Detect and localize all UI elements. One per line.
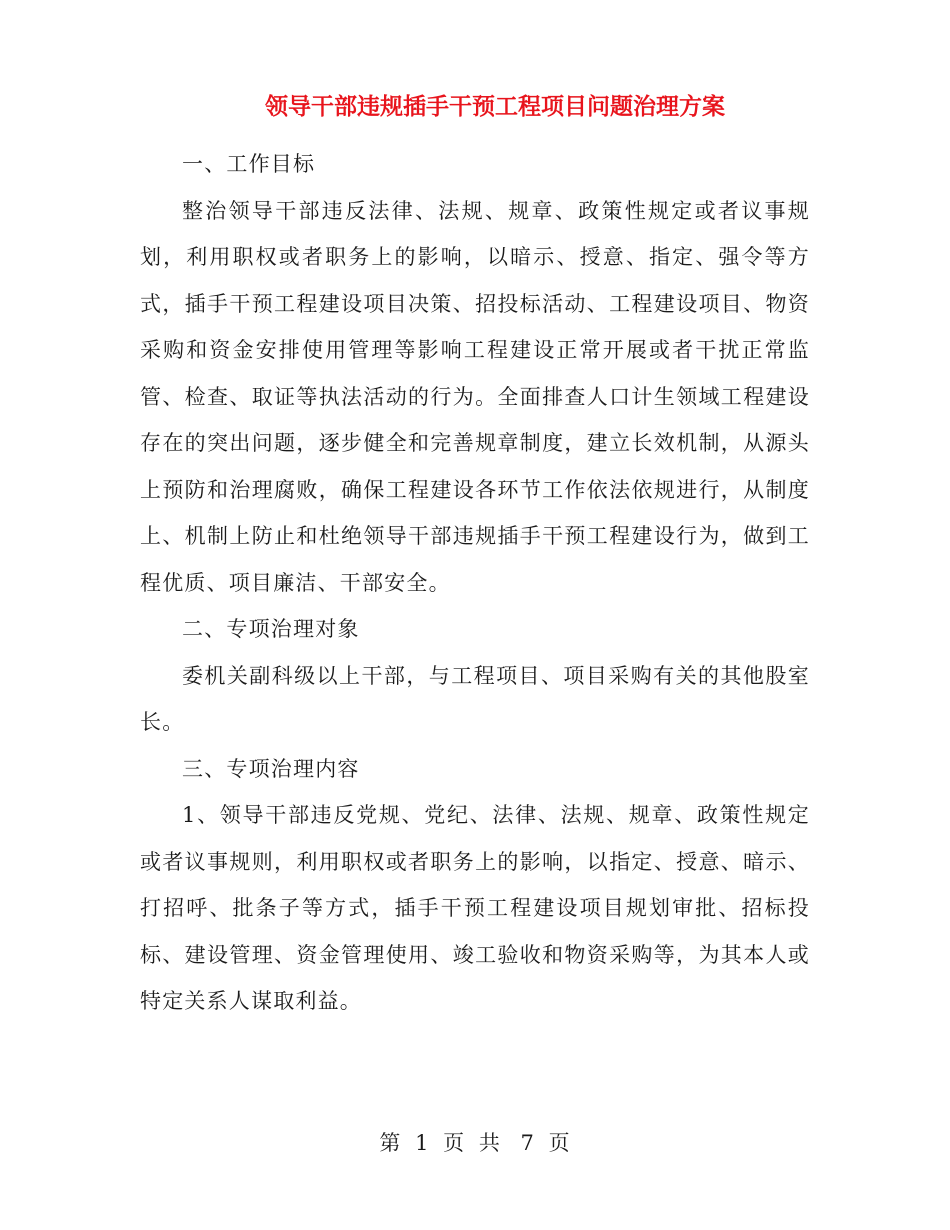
document-title: 领导干部违规插手干预工程项目问题治理方案: [265, 93, 725, 120]
section-heading-targets: 二、专项治理对象: [182, 617, 360, 641]
section-heading-goals: 一、工作目标: [182, 152, 316, 176]
footer-total-pages: 7: [520, 1131, 535, 1155]
footer-prefix: 第: [379, 1131, 402, 1155]
footer-total-unit: 页: [548, 1131, 571, 1155]
page-footer: [0, 1128, 950, 1158]
footer-page-number: 1: [415, 1131, 430, 1155]
paragraph-goals: 整治领导干部违反法律、法规、规章、政策性规定或者议事规划，利用职权或者职务上的影响，以暗示、授意、指定、强令等方式，插手干预工程建设项目决策、招投标活动、工程建设项目、物资采购和资金安排使用管理等影响工程建设正常开展或者干扰正常监管、检查、取证等执法活动的行为。全面排查人口计生领域工程建设存在的突出问题，逐步健全和完善规章制度，建立长效机制，从源头上预防和治理腐败，确保工程建设各环节工作依法依规进行，从制度上、机制上防止和杜绝领导干部违规插手干预工程建设行为，做到工程优质、项目廉洁、干部安全。: [140, 198, 810, 595]
paragraph-targets: 委机关副科级以上干部，与工程项目、项目采购有关的其他股室长。: [140, 663, 810, 734]
section-heading-content: 三、专项治理内容: [182, 756, 360, 781]
footer-total-prefix: 共: [478, 1131, 501, 1155]
document-body: [140, 141, 810, 1025]
paragraph-content-item-1: 1、领导干部违反党规、党纪、法律、法规、规章、政策性规定或者议事规则，利用职权或者职务上的影响，以指定、授意、暗示、打招呼、批条子等方式，插手干预工程建设项目规划审批、招标投标、建设管理、资金管理使用、竣工验收和物资采购等，为其本人或特定关系人谋取利益。: [140, 803, 810, 1013]
footer-page-unit: 页: [443, 1131, 466, 1155]
